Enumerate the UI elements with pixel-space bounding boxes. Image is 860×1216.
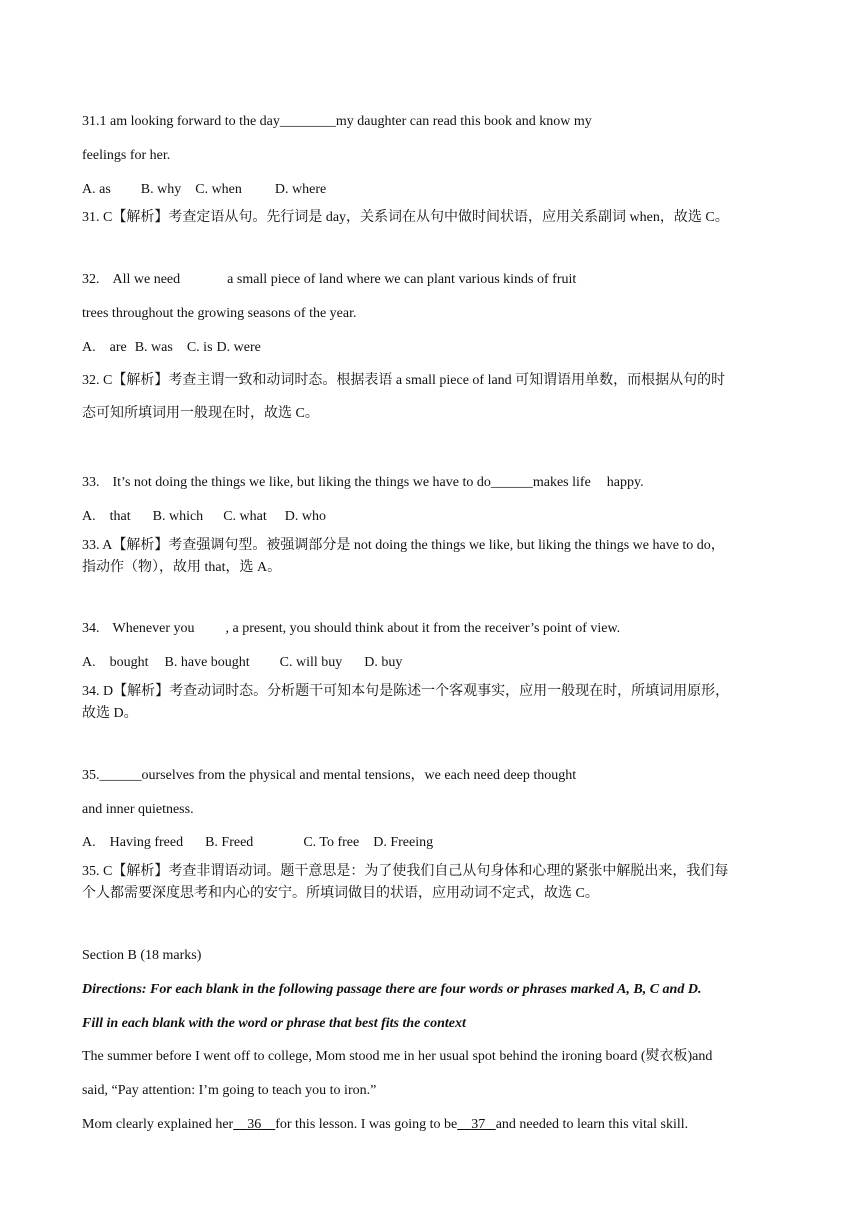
passage-text-c: and needed to learn this vital skill.: [495, 1117, 689, 1132]
q31-text-b: my daughter can read this book and know my: [335, 114, 592, 129]
q34-option-a-label: A.: [82, 655, 96, 670]
q33-text-a: It’s not doing the things we like, but liking the things we have to do: [112, 475, 491, 490]
q34-option-c: C. will buy: [279, 655, 343, 670]
section-b-directions-1: Directions: For each blank in the following passage there are four words or phrases marked A, B, C and D.: [82, 982, 702, 997]
q32-option-a: are: [109, 340, 127, 355]
question-31-line-1: [82, 113, 592, 131]
q31-text-a: 31.1 am looking forward to the day: [82, 114, 280, 129]
q33-option-d: D. who: [284, 509, 326, 524]
q33-number: 33.: [82, 475, 100, 490]
q35-option-a: Having freed: [109, 835, 184, 850]
q31-option-d: D. where: [274, 182, 327, 197]
question-33-options: [82, 508, 326, 526]
question-34-options: [82, 654, 402, 672]
question-32-answer-1: 32. C【解析】考查主谓一致和动词时态。根据表语 a small piece of land 可知谓语用单数，而根据从句的时: [82, 373, 726, 388]
q33-option-b: B. which: [152, 509, 204, 524]
q35-option-b: B. Freed: [205, 835, 254, 850]
q33-blank: ______: [490, 475, 533, 490]
q33-option-a: that: [109, 509, 131, 524]
question-32-answer-2: 态可知所填词用一般现在时，故选 C。: [82, 406, 319, 421]
question-31-line-2: feelings for her.: [82, 148, 171, 163]
blank-37-number: 37: [471, 1117, 486, 1132]
q33-text-b: makes life: [532, 475, 591, 490]
passage-paragraph-1-line-1: The summer before I went off to college, Mom stood me in her usual spot behind the ironing board (熨衣板)and: [82, 1049, 713, 1064]
q32-option-a-label: A.: [82, 340, 96, 355]
q35-option-d: D. Freeing: [373, 835, 434, 850]
question-32-line-1: [82, 271, 576, 289]
question-33-line-1: [82, 474, 644, 492]
q33-option-c: C. what: [223, 509, 267, 524]
question-33-answer-1: 33. A【解析】考查强调句型。被强调部分是 not doing the things we like, but liking the things we have to do，: [82, 538, 725, 553]
q32-number: 32.: [82, 272, 100, 287]
q31-option-b: B. why: [140, 182, 182, 197]
question-31-options: [82, 181, 326, 199]
q32-text-a: All we need: [112, 272, 181, 287]
passage-text-b: for this lesson. I was going to be: [275, 1117, 458, 1132]
q33-text-c: happy.: [606, 475, 644, 490]
section-b-title: Section B (18 marks): [82, 948, 202, 963]
passage-paragraph-2: [82, 1116, 688, 1134]
passage-paragraph-1-line-2: said, “Pay attention: I’m going to teach you to iron.”: [82, 1083, 377, 1098]
question-32-line-2: trees throughout the growing seasons of the year.: [82, 306, 357, 321]
question-31-answer: 31. C【解析】考查定语从句。先行词是 day，关系词在从句中做时间状语，应用关系副词 when，故选 C。: [82, 210, 729, 225]
section-b-directions-2: Fill in each blank with the word or phrase that best fits the context: [82, 1016, 466, 1031]
q34-option-d: D. buy: [364, 655, 403, 670]
question-32-options: [82, 339, 261, 357]
q31-option-c: C. when: [195, 182, 242, 197]
blank-36: [233, 1117, 275, 1132]
q33-option-a-label: A.: [82, 509, 96, 524]
q32-option-c: C. is: [186, 340, 213, 355]
question-35-options: [82, 834, 433, 852]
blank-37: [457, 1117, 496, 1132]
question-35-line-1: [82, 767, 576, 785]
q34-number: 34.: [82, 621, 100, 636]
q34-text-a: Whenever you: [112, 621, 195, 636]
q32-option-d: D. were: [216, 340, 261, 355]
q32-option-b: B. was: [134, 340, 173, 355]
q31-blank: ________: [279, 114, 336, 129]
question-34-answer-2: 故选 D。: [82, 706, 138, 721]
blank-36-number: 36: [247, 1117, 262, 1132]
question-35-line-2: and inner quietness.: [82, 802, 194, 817]
question-33-answer-2: 指动作（物），故用 that，选 A。: [82, 560, 282, 575]
q35-text-b: ourselves from the physical and mental tensions，we each need deep thought: [141, 768, 577, 783]
q34-option-a: bought: [109, 655, 149, 670]
question-34-answer-1: 34. D【解析】考查动词时态。分析题干可知本句是陈述一个客观事实，应用一般现在时，所填词用原形，: [82, 684, 730, 699]
question-34-line-1: [82, 620, 620, 638]
q34-text-b: , a present, you should think about it from the receiver’s point of view.: [225, 621, 621, 636]
q35-number: 35.: [82, 768, 100, 783]
q31-option-a: A. as: [82, 182, 111, 197]
q35-blank: ______: [99, 768, 142, 783]
q35-option-c: C. To free: [303, 835, 360, 850]
q34-option-b: B. have bought: [164, 655, 250, 670]
q32-text-b: a small piece of land where we can plant various kinds of fruit: [227, 272, 577, 287]
question-35-answer-1: 35. C【解析】考查非谓语动词。题干意思是：为了使我们自己从句身体和心理的紧张中解脱出来，我们每: [82, 864, 729, 879]
question-35-answer-2: 个人都需要深度思考和内心的安宁。所填词做目的状语，应用动词不定式，故选 C。: [82, 886, 599, 901]
passage-text-a: Mom clearly explained her: [82, 1117, 234, 1132]
q35-option-a-label: A.: [82, 835, 96, 850]
